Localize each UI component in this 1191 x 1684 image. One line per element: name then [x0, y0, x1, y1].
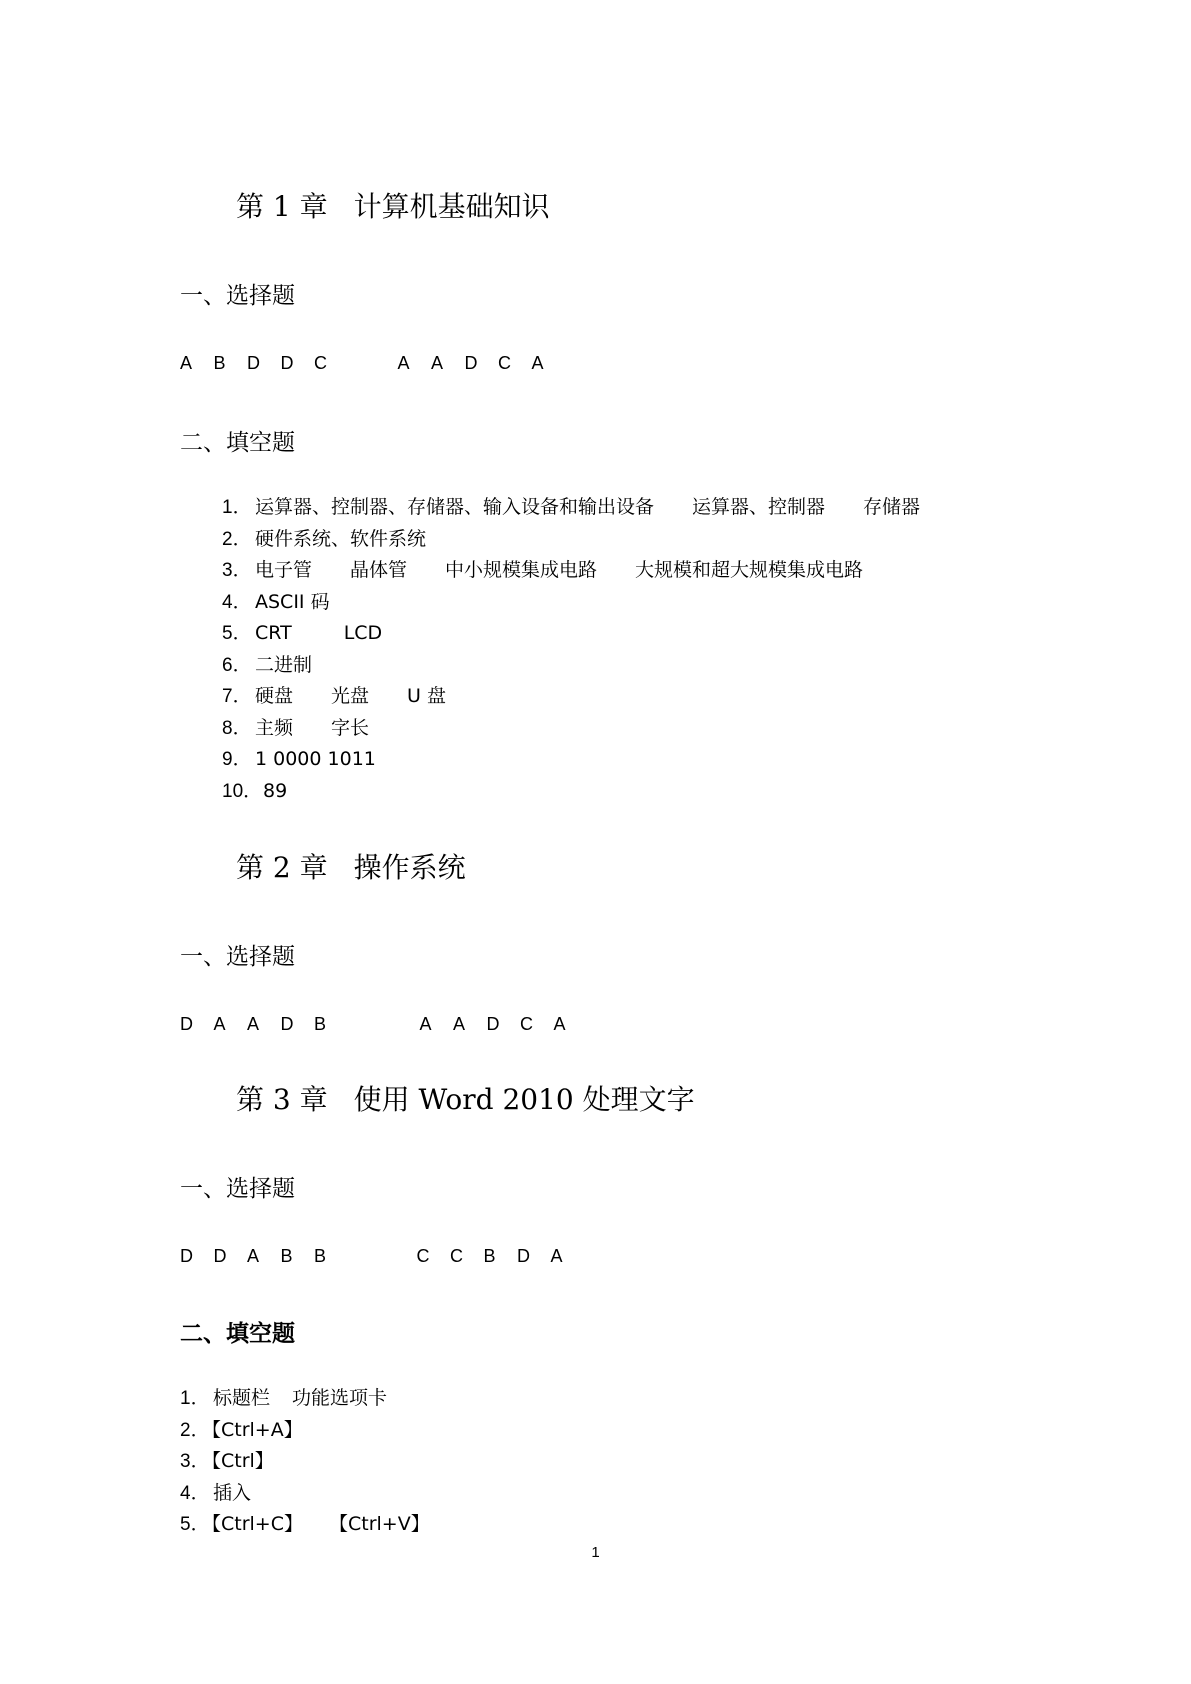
list-item — [180, 1478, 468, 1510]
choice-answer: D — [280, 1014, 294, 1034]
fill-answer: 运算器、控制器 — [692, 496, 826, 518]
fill-answer: 运算器、控制器、存储器、输入设备和输出设备 — [255, 496, 655, 518]
fill-answer: 大规模和超大规模集成电路 — [635, 559, 864, 581]
item-number: 9． — [222, 749, 252, 770]
choice-answer: A — [453, 1014, 466, 1034]
fill-answer: 标题栏 — [213, 1387, 271, 1409]
item-number: 8． — [222, 717, 252, 739]
list-item — [222, 713, 958, 745]
item-number: 7． — [222, 686, 252, 707]
list-item — [222, 492, 958, 524]
chapter-2-choice-answers — [180, 1014, 587, 1035]
fill-answer: 89 — [263, 779, 288, 802]
chapter-2-title — [236, 846, 466, 886]
choice-answer: D — [517, 1246, 530, 1266]
chapter-1-fill-list — [222, 492, 958, 807]
chapter-3-choice-answers — [180, 1246, 584, 1267]
fill-answer: 硬件系统、软件系统 — [255, 527, 427, 550]
item-number: 4． — [180, 1482, 210, 1504]
fill-answer: 【Ctrl】 — [202, 1450, 274, 1472]
item-number: 2． — [180, 1419, 210, 1441]
chapter-1-number: 第 1 章 — [236, 190, 328, 223]
choice-answer: D — [247, 353, 260, 373]
item-number: 1． — [180, 1388, 210, 1409]
page-number: 1 — [591, 1544, 600, 1561]
choice-answer: C — [314, 353, 327, 373]
choice-answer: D — [213, 1246, 227, 1266]
list-item — [180, 1383, 468, 1415]
choice-answer: A — [419, 1014, 432, 1034]
fill-answer: 1 0000 1011 — [255, 748, 376, 770]
item-number: 4． — [222, 591, 252, 613]
choice-answer: D — [180, 1246, 193, 1266]
fill-answer: 插入 — [213, 1481, 252, 1504]
fill-answer: 中小规模集成电路 — [445, 559, 598, 581]
list-item — [180, 1415, 468, 1447]
list-item — [222, 524, 958, 556]
chapter-1-name: 计算机基础知识 — [353, 190, 550, 223]
choice-answer: A — [550, 1246, 563, 1266]
fill-answer: 存储器 — [863, 496, 921, 518]
chapter-1-choice-answers — [180, 353, 565, 374]
fill-answer: 光盘 — [331, 685, 370, 707]
fill-answer: ASCII 码 — [255, 590, 330, 613]
item-number: 5． — [222, 623, 252, 644]
fill-answer: 【Ctrl+C】 — [202, 1513, 303, 1535]
list-item — [222, 776, 958, 808]
choice-answer: D — [464, 353, 478, 373]
choice-answer: A — [180, 353, 193, 373]
chapter-2-choice-heading: 一、选择题 — [180, 944, 295, 970]
choice-answer: C — [416, 1246, 430, 1266]
chapter-3-choice-heading: 一、选择题 — [180, 1176, 295, 1202]
chapter-2-name: 操作系统 — [353, 851, 466, 884]
choice-answer: A — [247, 1246, 260, 1266]
item-number: 1． — [222, 497, 252, 518]
choice-answer: B — [280, 1246, 293, 1266]
fill-answer: 二进制 — [255, 653, 313, 676]
list-item — [180, 1509, 468, 1541]
choice-answer: A — [431, 353, 444, 373]
fill-answer: U 盘 — [407, 685, 446, 707]
fill-answer: 【Ctrl+A】 — [202, 1418, 303, 1441]
chapter-3-number: 第 3 章 — [236, 1083, 328, 1116]
choice-answer: A — [247, 1014, 260, 1034]
choice-answer: D — [486, 1014, 500, 1034]
item-number: 10． — [222, 780, 263, 802]
choice-answer: C — [450, 1246, 463, 1266]
item-number: 6． — [222, 654, 252, 676]
chapter-3-fill-list — [180, 1383, 468, 1541]
list-item — [222, 681, 958, 713]
fill-answer: 主频 — [255, 716, 294, 739]
chapter-1-title — [236, 185, 550, 225]
list-item — [180, 1446, 468, 1478]
choice-answer: C — [498, 353, 511, 373]
chapter-3-title — [236, 1078, 695, 1118]
fill-answer: CRT — [255, 622, 292, 644]
item-number: 2． — [222, 528, 252, 550]
list-item — [222, 618, 958, 650]
choice-answer: C — [520, 1014, 533, 1034]
choice-answer: B — [314, 1014, 327, 1034]
choice-answer: D — [180, 1014, 193, 1034]
fill-answer: 【Ctrl+V】 — [329, 1513, 430, 1535]
list-item — [222, 650, 958, 682]
choice-answer: B — [483, 1246, 496, 1266]
chapter-2-number: 第 2 章 — [236, 851, 328, 884]
item-number: 3． — [180, 1451, 210, 1472]
choice-answer: B — [213, 353, 226, 373]
chapter-3-fill-heading: 二、填空题 — [180, 1321, 295, 1347]
choice-answer: A — [553, 1014, 566, 1034]
fill-answer: LCD — [343, 622, 383, 644]
choice-answer: A — [397, 353, 410, 373]
chapter-1-fill-heading: 二、填空题 — [180, 430, 295, 456]
chapter-1-choice-heading: 一、选择题 — [180, 283, 295, 309]
fill-answer: 硬盘 — [255, 685, 294, 707]
fill-answer: 电子管 — [255, 559, 313, 581]
list-item — [222, 587, 958, 619]
fill-answer: 晶体管 — [350, 559, 408, 581]
list-item — [222, 555, 958, 587]
fill-answer: 字长 — [331, 716, 370, 739]
choice-answer: A — [213, 1014, 226, 1034]
chapter-3-name: 使用 Word 2010 处理文字 — [353, 1083, 695, 1116]
choice-answer: B — [314, 1246, 327, 1266]
item-number: 3． — [222, 560, 252, 581]
list-item — [222, 744, 958, 776]
choice-answer: D — [280, 353, 294, 373]
item-number: 5． — [180, 1514, 210, 1535]
choice-answer: A — [531, 353, 544, 373]
fill-answer: 功能选项卡 — [292, 1387, 388, 1409]
